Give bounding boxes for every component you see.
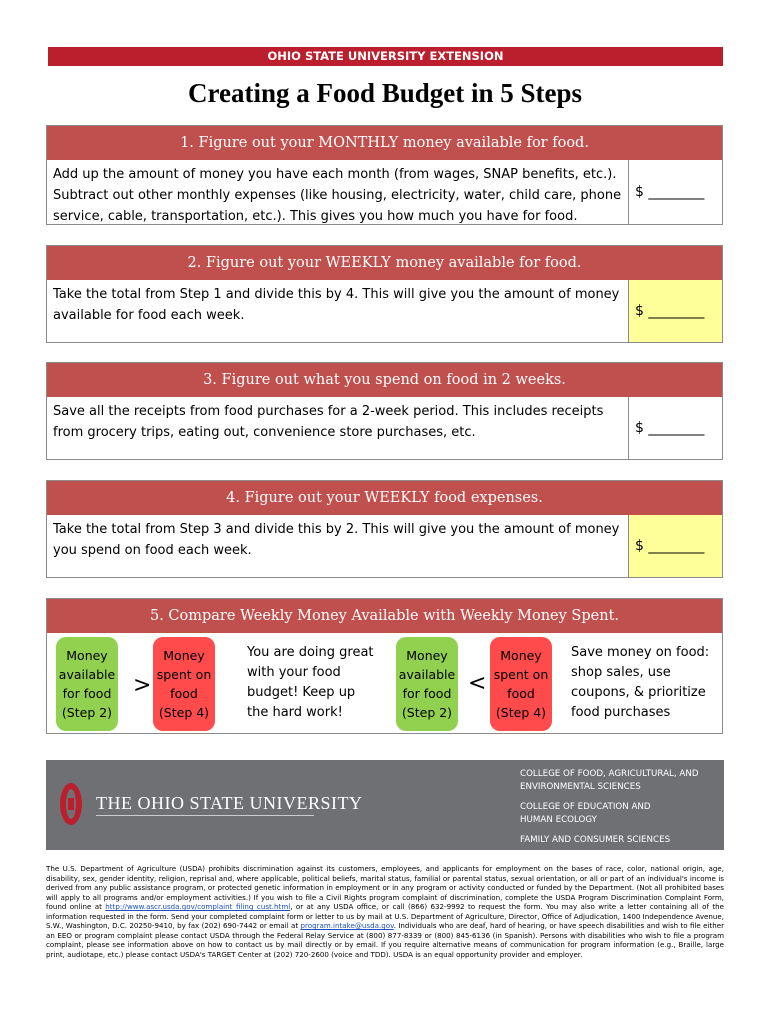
college-name: FAMILY AND CONSUMER SCIENCES <box>520 835 671 845</box>
block-o-logo-icon <box>60 783 82 825</box>
save-money-message <box>571 643 709 723</box>
program-intake-email-link[interactable]: program.intake@usda.gov <box>300 921 394 930</box>
usda-nondiscrimination-statement <box>46 864 724 959</box>
step-4-instructions: Take the total from Step 3 and divide this by 2. This will give you the amount of money you spend on food each week. <box>53 522 620 558</box>
step-4-heading: 4. Figure out your WEEKLY food expenses. <box>47 481 722 515</box>
step-2-heading: 2. Figure out your WEEKLY money available for food. <box>47 246 722 280</box>
pill-line: spent on <box>493 667 549 682</box>
right-money-available-pill <box>396 637 458 731</box>
college-list <box>520 768 710 854</box>
pill-line: Money <box>500 648 542 663</box>
left-money-spent-pill <box>153 637 215 731</box>
step-1-amount-field[interactable]: $ ________ <box>628 160 722 224</box>
step-3-section <box>46 362 723 460</box>
step-2-section <box>46 245 723 343</box>
pill-line: (Step 2) <box>61 705 113 720</box>
university-name: THE OHIO STATE UNIVERSITY <box>96 793 363 813</box>
less-than-symbol: < <box>468 671 487 696</box>
disclaimer-text: . Individuals who are deaf, hard of hearing, or have speech disabilities and wish to file either an EEO or program complaint please contact USDA through the Federal Relay Service at (800) 877-8339 or (800) 845-6136 (in Spanish). Persons with disabilities who wish to file a program complaint, please see information above on how to contact us by mail directly or by email. If you require alternative means of communication for program information (e.g., Braille, large print, audiotape, etc.) please contact USDA's TARGET Center at (202) 720-2600 (voice and TDD). USDA is an equal opportunity provider and employer. <box>46 921 724 959</box>
pill-line: food <box>170 686 198 701</box>
message-line: food purchases <box>571 705 671 720</box>
step-5-heading: 5. Compare Weekly Money Available with Weekly Money Spent. <box>47 599 722 633</box>
pill-line: (Step 4) <box>495 705 547 720</box>
message-line: You are doing great <box>247 645 374 660</box>
message-line: Save money on food: <box>571 645 710 660</box>
step-5-section <box>46 598 723 734</box>
step-4-section <box>46 480 723 578</box>
pill-line: for food <box>402 686 452 701</box>
step-1-instructions: Add up the amount of money you have each month (from wages, SNAP benefits, etc.). Subtract out other monthly expenses (like housing, electricity, water, child care, phone service, cable, transportation, etc.). This gives you how much you have for food. <box>53 167 622 224</box>
extension-banner: OHIO STATE UNIVERSITY EXTENSION <box>48 47 723 66</box>
pill-line: Money <box>163 648 205 663</box>
page-title: Creating a Food Budget in 5 Steps <box>187 78 583 108</box>
complaint-form-link[interactable]: http://www.ascr.usda.gov/complaint_filing_cust.html <box>105 902 291 911</box>
message-line: budget! Keep up <box>247 685 356 700</box>
disclaimer-text: The U.S. Department of Agriculture (USDA) prohibits discrimination against its customers, employees, and applicants for employment on the bases of race, color, national origin, age, disability, sex, gender identity, religion, reprisal and, where applicable, political beliefs, marital status, familial or parental status, sexual orientation, or all or part of an individual's income is derived from any public assistance program, or protected genetic information in employment or in any program or activity conducted or funded by the Department. (Not all prohibited bases will apply to all programs and/or employment activities.) If you wish to file a Civil Rights program complaint of discrimination, complete the USDA Program Discrimination Complaint Form, found online at <box>46 864 724 911</box>
pill-line: food <box>507 686 535 701</box>
doing-great-message <box>247 643 374 723</box>
left-money-available-pill <box>56 637 118 731</box>
step-3-amount-field[interactable]: $ ________ <box>628 397 722 459</box>
pill-line: (Step 4) <box>158 705 210 720</box>
message-line: shop sales, use <box>571 665 671 680</box>
step-3-instructions: Save all the receipts from food purchases for a 2-week period. This includes receipts from grocery trips, eating out, convenience store purchases, etc. <box>53 404 604 440</box>
college-name: COLLEGE OF FOOD, AGRICULTURAL, AND ENVIRONMENTAL SCIENCES <box>520 769 699 792</box>
step-1-section <box>46 125 723 225</box>
pill-line: Money <box>406 648 448 663</box>
right-money-spent-pill <box>490 637 552 731</box>
pill-line: available <box>398 667 456 682</box>
step-3-heading: 3. Figure out what you spend on food in 2 weeks. <box>47 363 722 397</box>
osu-footer-banner <box>46 760 724 850</box>
divider <box>96 815 314 816</box>
message-line: coupons, & prioritize <box>571 685 706 700</box>
message-line: with your food <box>247 665 341 680</box>
disclaimer-text: , or at any USDA office, or call (866) 632-9992 to request the form. You may also write a letter containing all of the information requested in the form. Send your completed complaint form or letter to us by mail at U.S. Department of Agriculture, Director, Office of Adjudication, 1400 Independence Avenue, S.W., Washington, D.C. 20250-9410, by fax (202) 690-7442 or email at <box>46 902 724 930</box>
pill-line: (Step 2) <box>401 705 453 720</box>
step-1-heading: 1. Figure out your MONTHLY money available for food. <box>47 126 722 160</box>
college-name: COLLEGE OF EDUCATION AND HUMAN ECOLOGY <box>520 802 651 825</box>
pill-line: Money <box>66 648 108 663</box>
step-2-amount-field[interactable]: $ ________ <box>628 280 722 342</box>
message-line: the hard work! <box>247 705 343 720</box>
step-4-amount-field[interactable]: $ ________ <box>628 515 722 577</box>
pill-line: available <box>58 667 116 682</box>
pill-line: for food <box>62 686 112 701</box>
step-2-instructions: Take the total from Step 1 and divide this by 4. This will give you the amount of money available for food each week. <box>53 287 620 323</box>
pill-line: spent on <box>156 667 212 682</box>
greater-than-symbol: > <box>133 673 152 698</box>
